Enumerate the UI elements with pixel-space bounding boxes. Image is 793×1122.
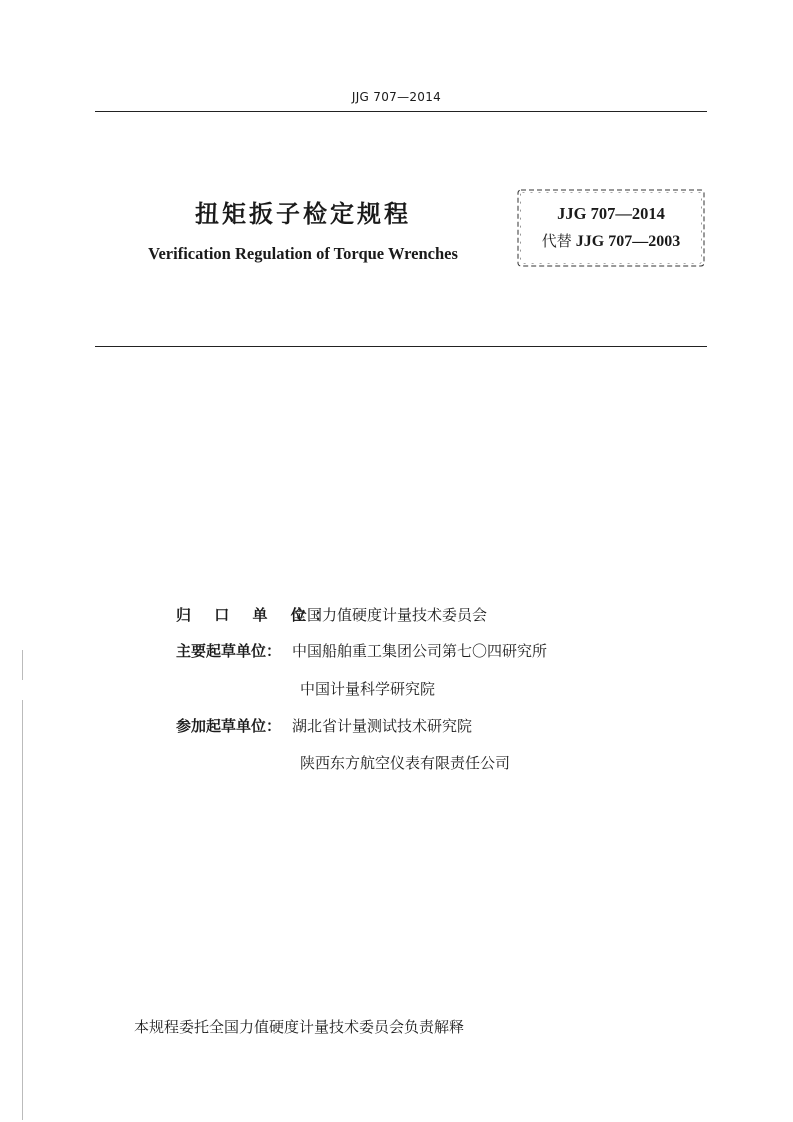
replaces-standard bbox=[514, 230, 708, 251]
main-drafting-value-1: 中国船舶重工集团公司第七〇四研究所 bbox=[292, 642, 548, 660]
main-drafting-label: 主要起草单位： bbox=[176, 642, 282, 660]
participating-unit-row bbox=[176, 715, 472, 739]
participating-value-1: 湖北省计量测试技术研究院 bbox=[292, 717, 473, 735]
header-rule bbox=[95, 111, 707, 112]
header-standard-code: JJG 707—2014 bbox=[351, 90, 442, 104]
standard-number: JJG 707—2014 bbox=[557, 204, 665, 223]
scan-edge-mark bbox=[22, 700, 23, 1120]
responsible-unit-value: 全国力值硬度计量技术委员会 bbox=[292, 606, 488, 624]
participating-label: 参加起草单位： bbox=[176, 717, 282, 735]
main-drafting-value-2: 中国计量科学研究院 bbox=[300, 680, 436, 698]
scan-edge-mark bbox=[22, 650, 23, 680]
replaces-prefix: 代替 bbox=[541, 232, 572, 250]
main-drafting-unit-row bbox=[176, 640, 547, 664]
title-section-rule bbox=[95, 346, 707, 347]
participating-value-2: 陕西东方航空仪表有限责任公司 bbox=[300, 754, 511, 772]
responsible-unit-row bbox=[176, 604, 487, 628]
responsible-unit-label: 归 口 单 位： bbox=[176, 606, 339, 624]
replaces-number: JJG 707—2003 bbox=[575, 233, 681, 250]
interpretation-note: 本规程委托全国力值硬度计量技术委员会负责解释 bbox=[134, 1018, 465, 1036]
decorative-border bbox=[514, 186, 708, 270]
title-english: Verification Regulation of Torque Wrenches bbox=[148, 244, 458, 263]
title-chinese: 扭矩扳子检定规程 bbox=[195, 200, 411, 228]
standard-number-box bbox=[514, 186, 708, 270]
